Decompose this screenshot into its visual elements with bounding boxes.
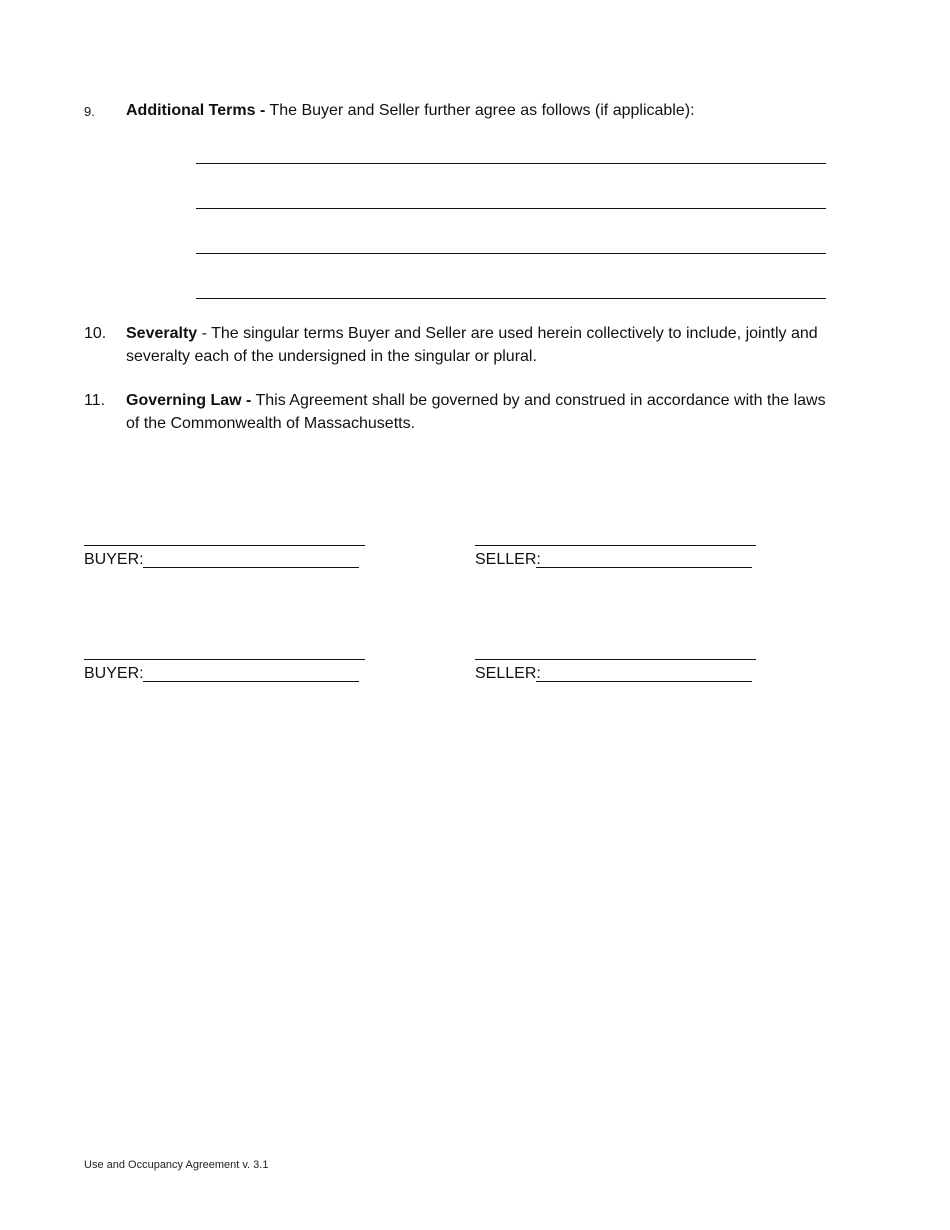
section-11-line-1: This Agreement shall be governed by and construed in accordance with the laws	[251, 392, 826, 409]
buyer-name-line-2[interactable]	[143, 681, 359, 682]
section-9-paragraph	[126, 100, 695, 123]
section-10-line-2: severalty each of the undersigned in the singular or plural.	[126, 347, 537, 365]
section-11-number: 11.	[84, 392, 106, 409]
additional-terms-line-4[interactable]	[196, 298, 826, 299]
section-9-heading: Additional Terms -	[126, 102, 266, 119]
seller-signature-line-1[interactable]	[475, 545, 756, 546]
section-10-heading: Severalty	[126, 325, 198, 342]
seller-name-line-2[interactable]	[536, 681, 752, 682]
section-9-text: The Buyer and Seller further agree as follows (if applicable):	[265, 102, 695, 119]
section-11-paragraph	[126, 390, 826, 435]
additional-terms-line-1[interactable]	[196, 163, 826, 164]
seller-signature-line-2[interactable]	[475, 659, 756, 660]
buyer-label-1: BUYER:	[84, 551, 144, 568]
buyer-label-2: BUYER:	[84, 665, 144, 682]
buyer-name-line-1[interactable]	[143, 567, 359, 568]
seller-label-2: SELLER:	[475, 665, 541, 682]
additional-terms-line-3[interactable]	[196, 253, 826, 254]
section-10-paragraph	[126, 323, 818, 368]
section-10-number: 10.	[84, 325, 107, 342]
additional-terms-line-2[interactable]	[196, 208, 826, 209]
section-11-line-2: of the Commonwealth of Massachusetts.	[126, 414, 416, 432]
buyer-signature-line-2[interactable]	[84, 659, 365, 660]
section-11-heading: Governing Law -	[126, 392, 252, 409]
seller-name-line-1[interactable]	[536, 567, 752, 568]
section-9-number: 9.	[84, 104, 95, 119]
seller-label-1: SELLER:	[475, 551, 541, 568]
footer-version: Use and Occupancy Agreement v. 3.1	[84, 1159, 269, 1171]
section-10-line-1: - The singular terms Buyer and Seller are used herein collectively to include, jointly and	[197, 325, 818, 342]
buyer-signature-line-1[interactable]	[84, 545, 365, 546]
